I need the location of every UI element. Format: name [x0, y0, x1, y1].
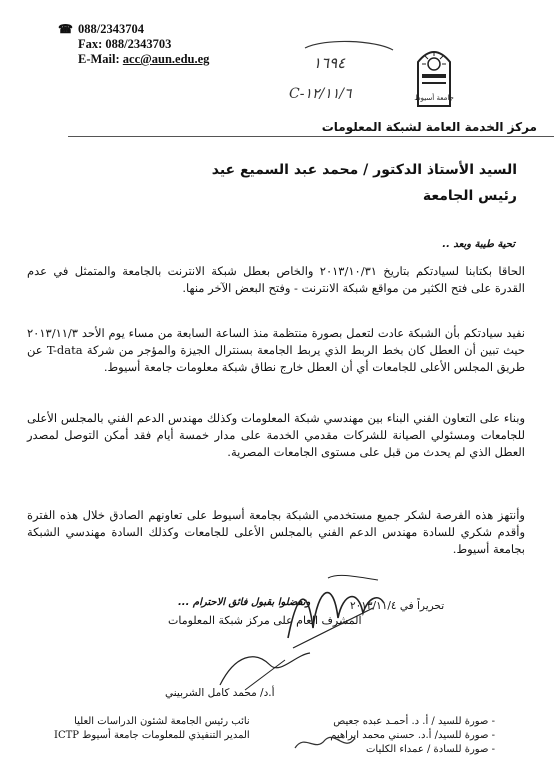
addressee-name: السيد الأستاذ الدكتور / محمد عبد السميع عيد [211, 162, 517, 178]
phone-number: 088/2343704 [78, 22, 144, 36]
cc-item: - صورة للسيد / أ. د. أحمـد عبده جعيص [333, 716, 495, 727]
email-label: E-Mail: [78, 52, 123, 66]
contact-block [58, 22, 210, 67]
telephone-icon: ☎ [58, 22, 73, 36]
issue-date: تحريراً في ٢٠١٣/١١/٤ [350, 600, 445, 612]
cc-item: - صورة للسيد/ أ.د. حسني محمد ابراهيم [330, 730, 495, 741]
handwritten-date: C-١٢/١١/٦ [289, 86, 352, 102]
paragraph-2: نفيد سيادتكم بأن الشبكة عادت لتعمل بصورة منتظمة منذ الساعة السابعة من مساء يوم الأحد ٢٠١٣/١١/٣ حيث تبين أن العطل كان بخط الربط الذي يربط الجامعة بسنترال الجيزة والمؤجر من شركة T-data عن طريق المجلس الأعلى للجامعات أي أن العطل خارج نطاق شبكة معلومات جامعة أسيوط. [27, 326, 525, 374]
greeting: تحية طيبة وبعد .. [442, 239, 515, 250]
email-row [78, 52, 209, 67]
phone-row [58, 22, 209, 37]
fax-number: Fax: 088/2343703 [78, 37, 172, 51]
university-logo [414, 40, 454, 110]
header-divider [68, 136, 554, 137]
closing-salutation: وتفضلوا بقبول فائق الاحترام ... [178, 597, 311, 608]
cc-positions [54, 715, 250, 743]
addressee-title: رئيس الجامعة [422, 188, 517, 204]
logo-text: جامعة أسيوط [414, 94, 454, 102]
handwritten-reference [285, 38, 400, 103]
paragraph-4: وأنتهز هذه الفرصة لشكر جميع مستخدمي الشبكة بجامعة أسيوط على تعاونهم الصادق خلال هذه الفترة وأقدم شكري للسادة مهندس الدعم الفني بالمجلس الأعلى للجامعات وكذلك السادة مهندسي الشبكة بجامعة أسيوط. [27, 508, 525, 556]
signer-name: أ.د/ محمد كامل الشربيني [165, 687, 275, 699]
email-link[interactable]: acc@aun.edu.eg [122, 52, 210, 66]
cc-position: المدير التنفيذي للمعلومات جامعة أسيوط ICTP [54, 730, 250, 741]
signatory-title: المشرف العام على مركز شبكة المعلومات [168, 614, 362, 627]
paragraph-3: وبناء على التعاون الفني البناء بين مهندسي شبكة المعلومات وكذلك مهندس الدعم الفني بالمجلس الأعلى للجامعات ومسئولي الصيانة للشركات مقدمي الخدمة على مدار خمسة أيام فقد أمكن التوصل لمصدر العطل الذي لم يحدث من قبل على مستوى الجامعات المصرية. [27, 411, 525, 459]
center-name: مركز الخدمة العامة لشبكة المعلومات [321, 120, 537, 134]
bottom-signature [290, 728, 360, 758]
paragraph-1: الحاقا بكتابنا لسيادتكم بتاريخ ٢٠١٣/١٠/٣١ والخاص بعطل شبكة الانترنت بالجامعة والمتمثل في عدم القدرة على فتح الكثير من مواقع شبكة الانترنت - وفتح البعض الآخر منها. [27, 264, 525, 295]
cc-item: - صورة للسادة / عمداء الكليات [366, 744, 495, 755]
handwritten-number: ١٦٩٤ [313, 54, 346, 72]
cc-position: نائب رئيس الجامعة لشئون الدراسات العليا [74, 716, 250, 727]
